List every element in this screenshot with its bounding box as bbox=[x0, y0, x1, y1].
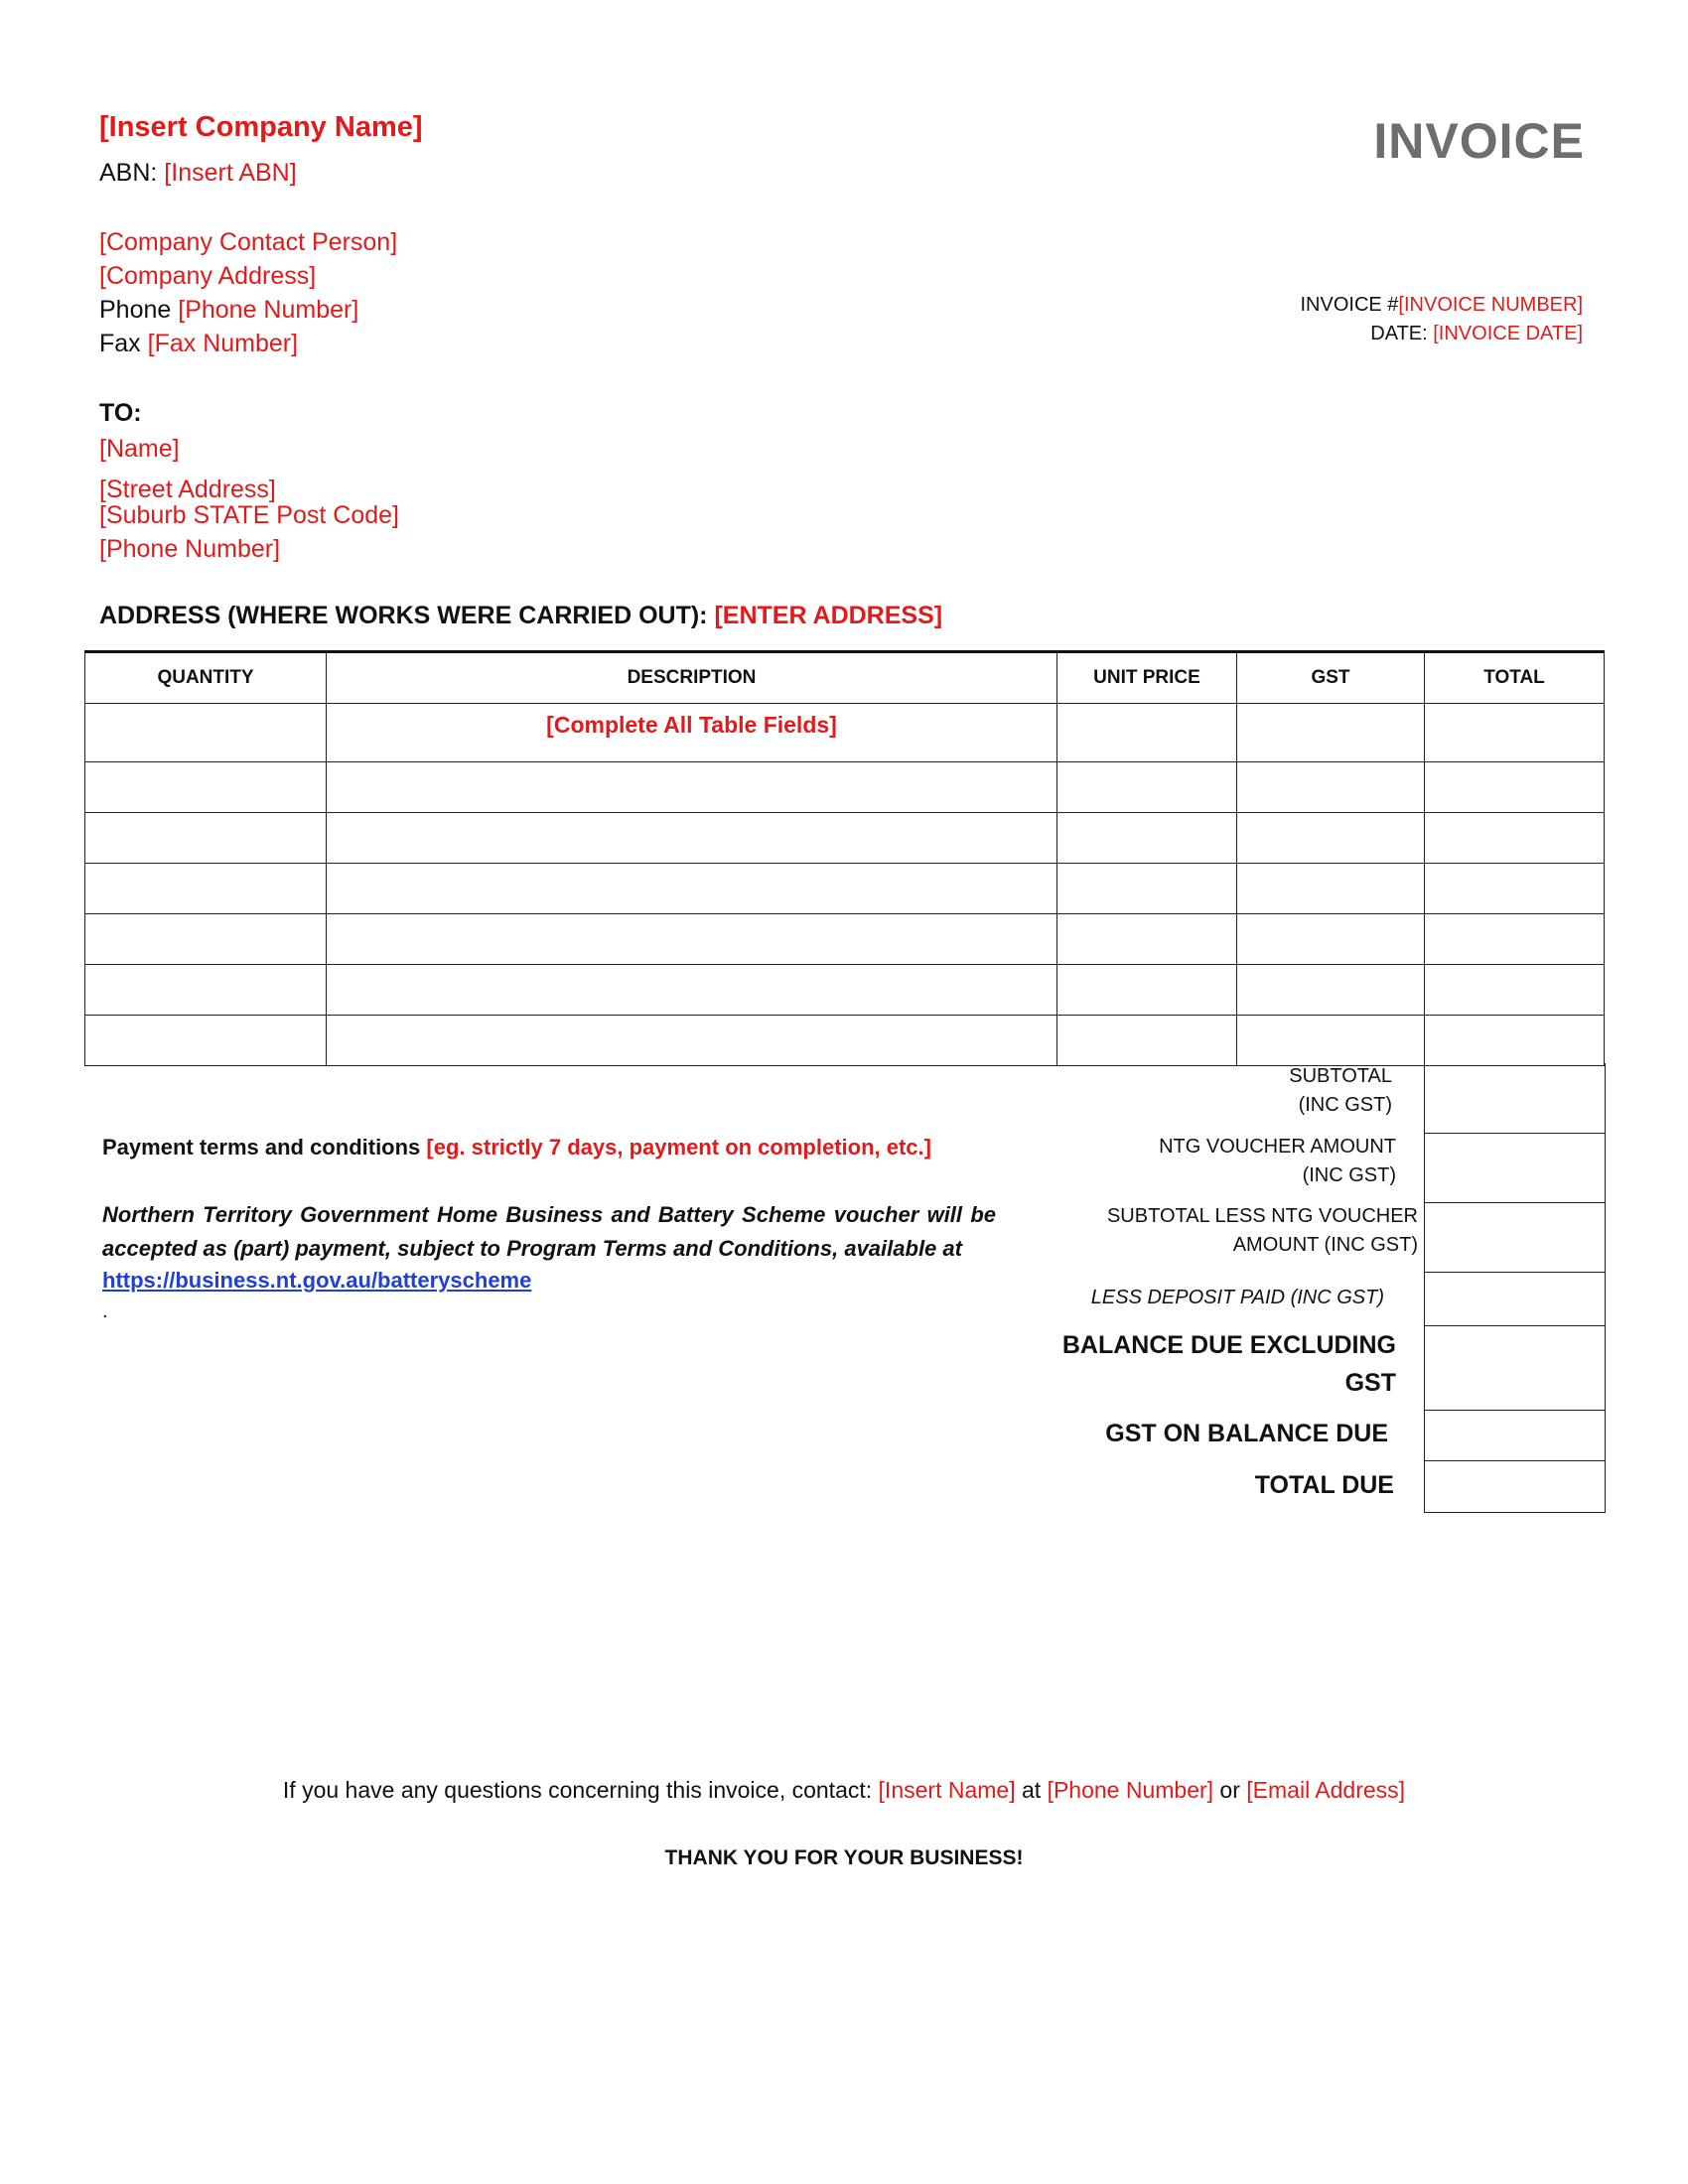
recipient-street: [Street Address] bbox=[99, 476, 276, 503]
table-row bbox=[85, 914, 1605, 965]
subtotal-less-ntg-label-line1: SUBTOTAL LESS NTG VOUCHER bbox=[1106, 1205, 1418, 1227]
gst-cell[interactable] bbox=[1237, 813, 1425, 864]
description-cell[interactable] bbox=[327, 864, 1057, 914]
recipient-suburb: [Suburb STATE Post Code] bbox=[99, 501, 399, 529]
unit-price-cell[interactable] bbox=[1057, 965, 1237, 1016]
thank-you-message: THANK YOU FOR YOUR BUSINESS! bbox=[664, 1846, 1024, 1869]
column-header-description: DESCRIPTION bbox=[327, 652, 1057, 704]
description-cell[interactable]: [Complete All Table Fields] bbox=[327, 704, 1057, 762]
quantity-cell[interactable] bbox=[85, 704, 327, 762]
subtotal-label-line1: SUBTOTAL bbox=[1289, 1065, 1392, 1087]
footer-contact bbox=[0, 1777, 1688, 1804]
unit-price-cell[interactable] bbox=[1057, 914, 1237, 965]
total-cell[interactable] bbox=[1425, 965, 1605, 1016]
balance-due-label bbox=[1062, 1326, 1396, 1402]
works-address-value: [ENTER ADDRESS] bbox=[714, 602, 943, 629]
gst-balance-label: GST ON BALANCE DUE bbox=[1105, 1420, 1388, 1447]
subtotal-less-ntg-label-line2: AMOUNT (INC GST) bbox=[1232, 1234, 1418, 1256]
fax-value: [Fax Number] bbox=[147, 330, 299, 357]
table-row bbox=[85, 813, 1605, 864]
description-cell[interactable] bbox=[327, 914, 1057, 965]
subtotal-less-ntg-box[interactable] bbox=[1424, 1202, 1606, 1273]
contact-at: at bbox=[1015, 1777, 1048, 1803]
payment-terms bbox=[102, 1135, 996, 1160]
invoice-number-label: INVOICE # bbox=[1300, 294, 1399, 316]
total-due-label: TOTAL DUE bbox=[1254, 1471, 1394, 1499]
table-row bbox=[85, 864, 1605, 914]
works-address-line bbox=[99, 602, 942, 630]
contact-or: or bbox=[1213, 1777, 1247, 1803]
invoice-date-line bbox=[1370, 323, 1583, 345]
total-cell[interactable] bbox=[1425, 762, 1605, 813]
table-row bbox=[85, 1016, 1605, 1066]
company-name: [Insert Company Name] bbox=[99, 111, 423, 143]
contact-phone: [Phone Number] bbox=[1047, 1777, 1214, 1803]
unit-price-cell[interactable] bbox=[1057, 864, 1237, 914]
description-cell[interactable] bbox=[327, 965, 1057, 1016]
contact-person: [Company Contact Person] bbox=[99, 228, 398, 256]
description-cell[interactable] bbox=[327, 813, 1057, 864]
abn-value: [Insert ABN] bbox=[164, 159, 297, 187]
fax-line bbox=[99, 330, 298, 358]
ntg-voucher-label-line1: NTG VOUCHER AMOUNT bbox=[1159, 1136, 1396, 1158]
column-header-quantity: QUANTITY bbox=[85, 652, 327, 704]
description-cell[interactable] bbox=[327, 762, 1057, 813]
table-row bbox=[85, 704, 1605, 762]
works-address-label: ADDRESS (WHERE WORKS WERE CARRIED OUT): bbox=[99, 602, 715, 629]
recipient-phone: [Phone Number] bbox=[99, 535, 281, 563]
quantity-cell[interactable] bbox=[85, 864, 327, 914]
abn-line bbox=[99, 159, 297, 188]
items-table bbox=[84, 650, 1605, 1066]
payment-terms-value: [eg. strictly 7 days, payment on completion, etc.] bbox=[426, 1135, 931, 1160]
gst-cell[interactable] bbox=[1237, 914, 1425, 965]
table-row bbox=[85, 762, 1605, 813]
unit-price-cell[interactable] bbox=[1057, 813, 1237, 864]
description-cell[interactable] bbox=[327, 1016, 1057, 1066]
quantity-cell[interactable] bbox=[85, 1016, 327, 1066]
invoice-date-value: [INVOICE DATE] bbox=[1433, 323, 1583, 344]
balance-due-label-line2: GST bbox=[1344, 1369, 1396, 1397]
gst-cell[interactable] bbox=[1237, 864, 1425, 914]
ntg-voucher-box[interactable] bbox=[1424, 1133, 1606, 1203]
balance-due-label-line1: BALANCE DUE EXCLUDING bbox=[1061, 1331, 1396, 1359]
payment-terms-label: Payment terms and conditions bbox=[102, 1135, 427, 1160]
subtotal-box[interactable] bbox=[1424, 1063, 1606, 1134]
company-address: [Company Address] bbox=[99, 262, 317, 290]
invoice-title: INVOICE bbox=[1373, 113, 1585, 169]
battery-scheme-link[interactable]: https://business.nt.gov.au/batteryscheme bbox=[102, 1268, 532, 1293]
quantity-cell[interactable] bbox=[85, 914, 327, 965]
table-row bbox=[85, 965, 1605, 1016]
invoice-date-label: DATE: bbox=[1370, 323, 1434, 344]
deposit-box[interactable] bbox=[1424, 1272, 1606, 1326]
total-cell[interactable] bbox=[1425, 1016, 1605, 1066]
total-cell[interactable] bbox=[1425, 704, 1605, 762]
voucher-text: Northern Territory Government Home Business and Battery Scheme voucher will be accepted as (part) payment, subject to Program Terms and Conditions, available at bbox=[102, 1202, 996, 1261]
column-header-unit-price: UNIT PRICE bbox=[1057, 652, 1237, 704]
to-label: TO: bbox=[99, 399, 142, 427]
gst-cell[interactable] bbox=[1237, 965, 1425, 1016]
recipient-name: [Name] bbox=[99, 435, 180, 463]
invoice-number-value: [INVOICE NUMBER] bbox=[1398, 294, 1583, 316]
gst-cell[interactable] bbox=[1237, 704, 1425, 762]
ntg-voucher-label-line2: (INC GST) bbox=[1302, 1164, 1396, 1186]
gst-cell[interactable] bbox=[1237, 762, 1425, 813]
unit-price-cell[interactable] bbox=[1057, 704, 1237, 762]
subtotal-label bbox=[1289, 1062, 1392, 1120]
phone-line bbox=[99, 296, 358, 325]
balance-due-box[interactable] bbox=[1424, 1325, 1606, 1411]
unit-price-cell[interactable] bbox=[1057, 762, 1237, 813]
quantity-cell[interactable] bbox=[85, 762, 327, 813]
quantity-cell[interactable] bbox=[85, 965, 327, 1016]
column-header-gst: GST bbox=[1237, 652, 1425, 704]
quantity-cell[interactable] bbox=[85, 813, 327, 864]
unit-price-cell[interactable] bbox=[1057, 1016, 1237, 1066]
column-header-total: TOTAL bbox=[1425, 652, 1605, 704]
subtotal-label-line2: (INC GST) bbox=[1298, 1094, 1392, 1116]
invoice-number-line bbox=[1301, 294, 1584, 317]
subtotal-less-ntg-label bbox=[1107, 1202, 1418, 1260]
gst-balance-box[interactable] bbox=[1424, 1410, 1606, 1461]
total-cell[interactable] bbox=[1425, 864, 1605, 914]
abn-label: ABN: bbox=[99, 159, 165, 187]
gst-cell[interactable] bbox=[1237, 1016, 1425, 1066]
phone-label: Phone bbox=[99, 296, 179, 324]
total-cell[interactable] bbox=[1425, 813, 1605, 864]
total-due-box[interactable] bbox=[1424, 1460, 1606, 1513]
contact-prefix: If you have any questions concerning this invoice, contact: bbox=[282, 1777, 879, 1803]
deposit-label: LESS DEPOSIT PAID (INC GST) bbox=[1090, 1287, 1384, 1308]
contact-name: [Insert Name] bbox=[878, 1777, 1016, 1803]
total-cell[interactable] bbox=[1425, 914, 1605, 965]
fax-label: Fax bbox=[99, 330, 148, 357]
table-header-row bbox=[85, 652, 1605, 704]
ntg-voucher-label bbox=[1159, 1133, 1396, 1190]
phone-value: [Phone Number] bbox=[178, 296, 359, 324]
contact-email: [Email Address] bbox=[1246, 1777, 1406, 1803]
terms-dot: . bbox=[102, 1300, 108, 1322]
